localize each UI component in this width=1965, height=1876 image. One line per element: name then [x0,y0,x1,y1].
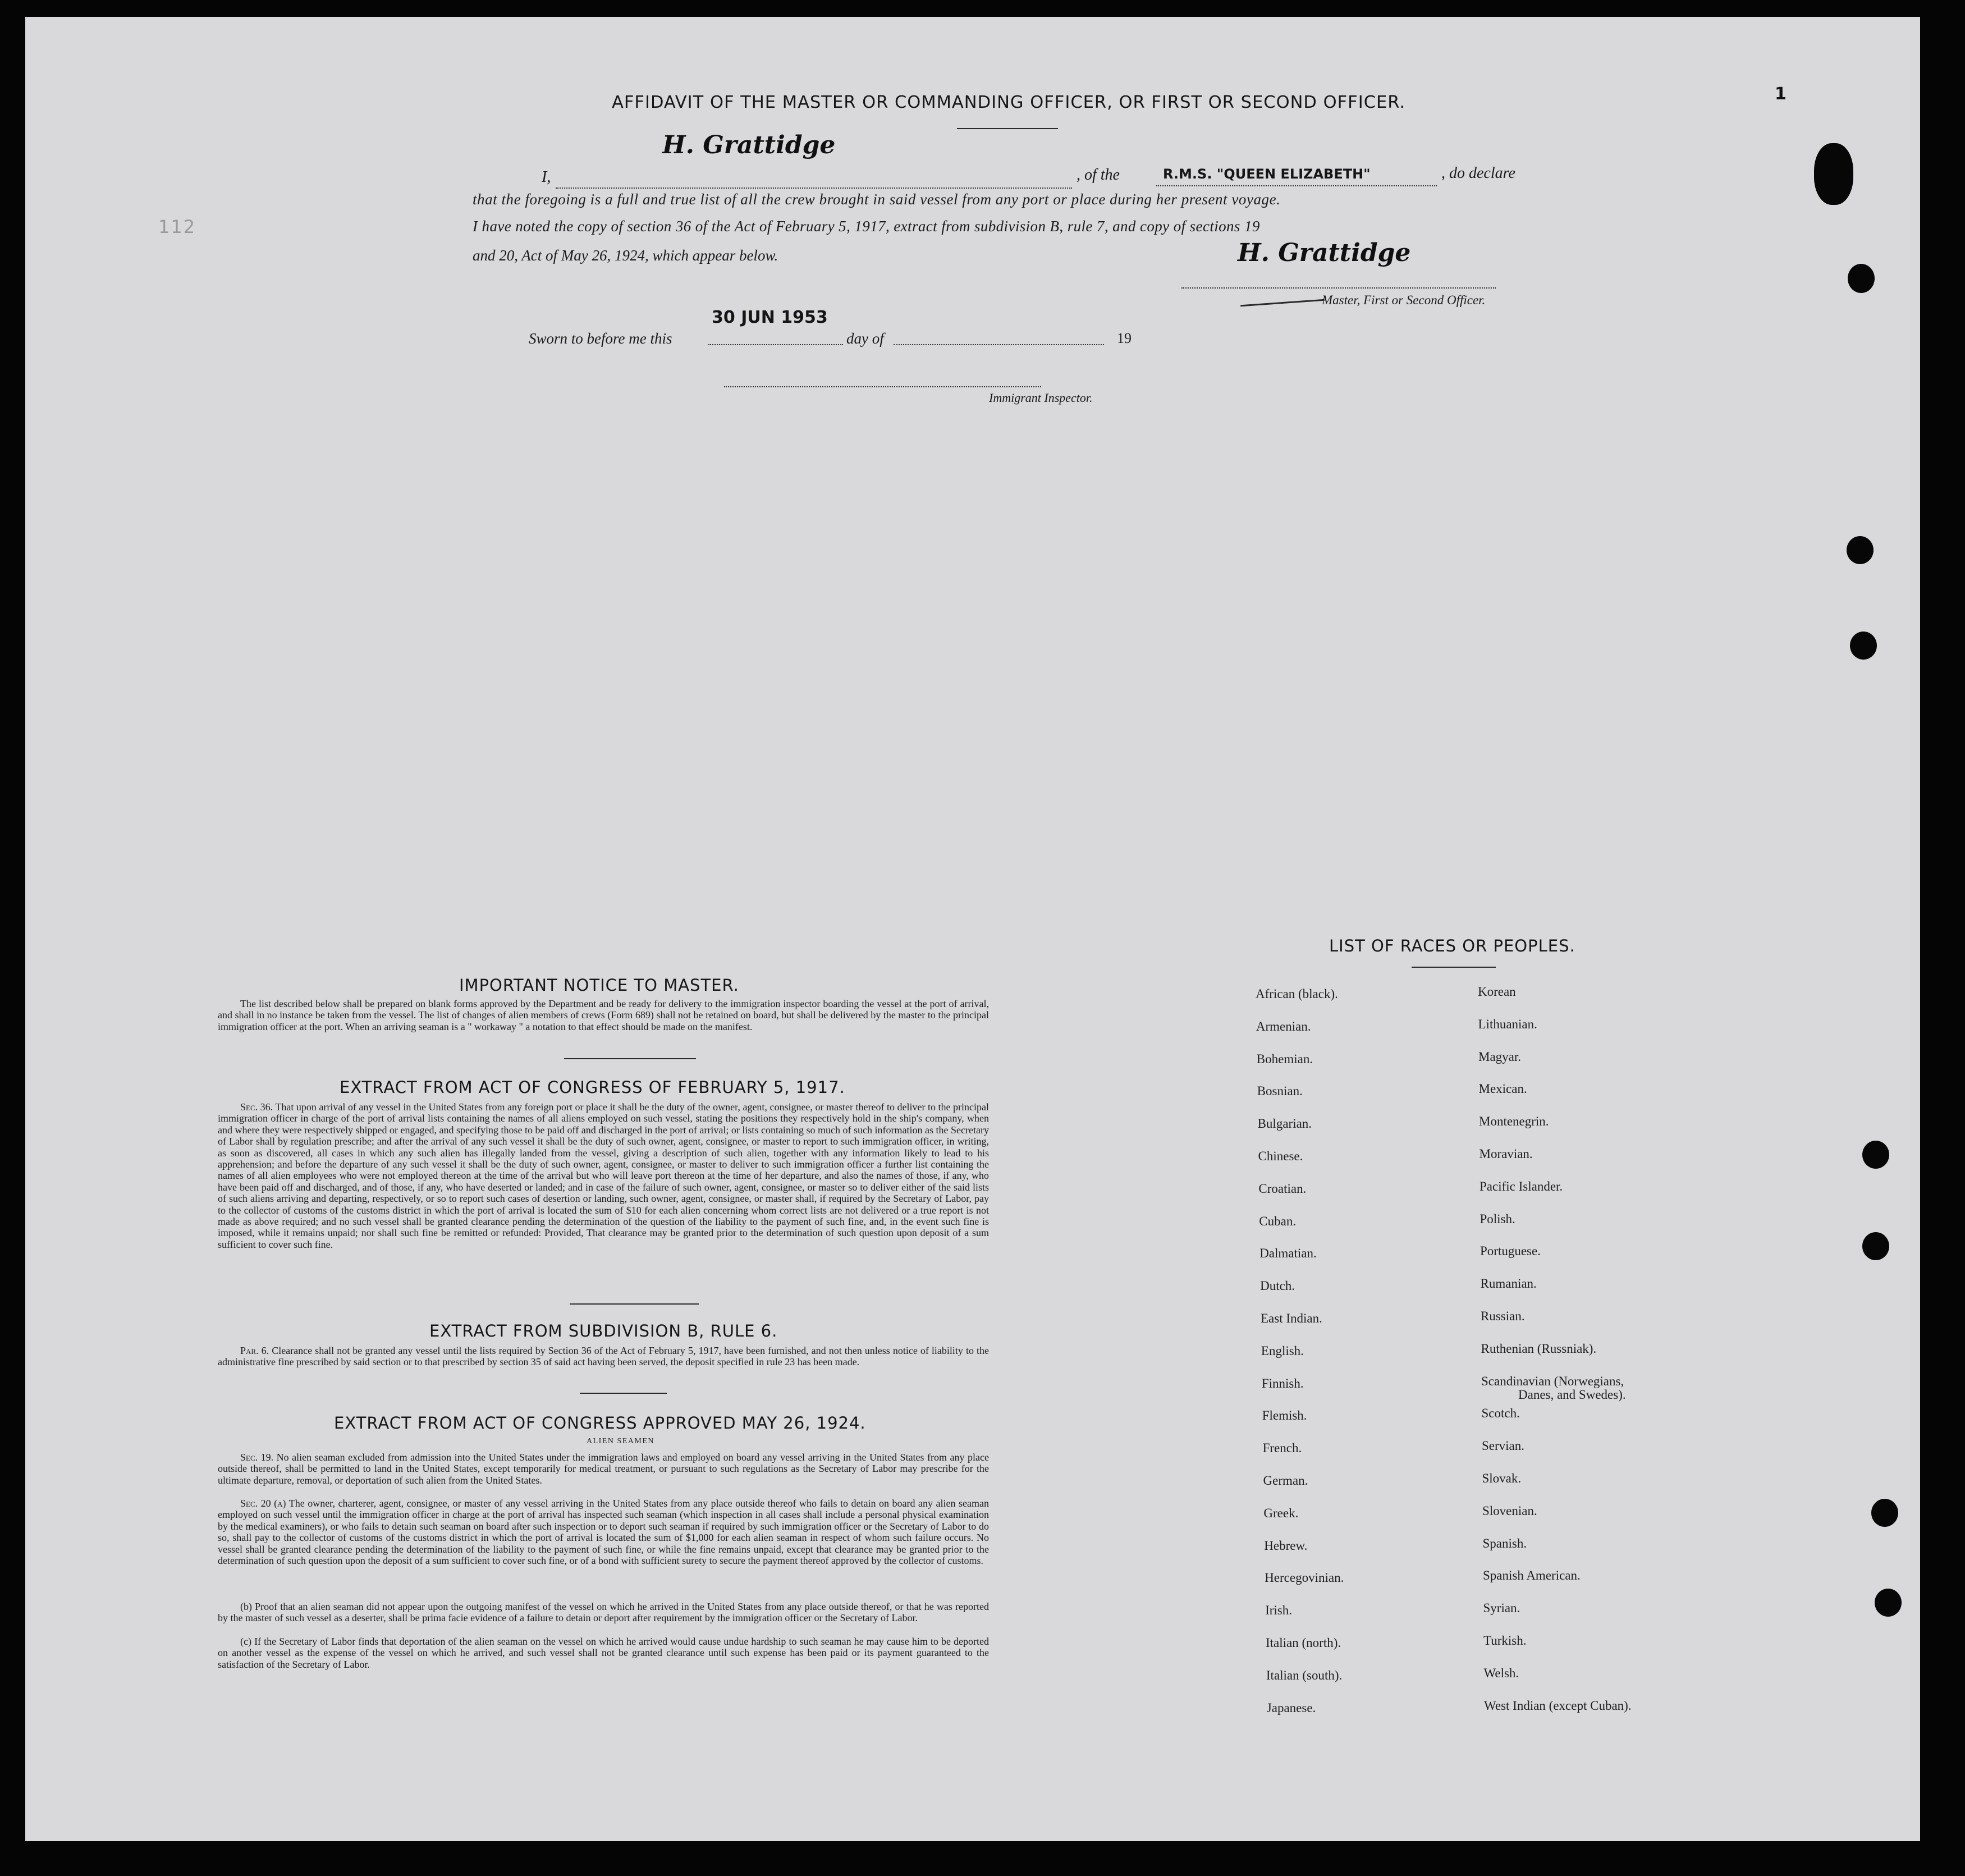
race-item: Hercegovinian. [1265,1571,1344,1585]
race-item: Finnish. [1261,1376,1304,1390]
race-item: Portuguese. [1480,1244,1541,1259]
affidavit-title: AFFIDAVIT OF THE MASTER OR COMMANDING OFFICER, OR FIRST OR SECOND OFFICER. [612,93,1406,112]
punch-hole [1847,536,1874,564]
sec-19-text: No alien seaman excluded from admission into the United States under the immigration laws and employed on board any vessel arriving in the United States from any place outside thereof, shall be permitted to land in the United States, except temporarily for medical treatment, or pursuant to such regulations as the Secretary of Labor may prescribe for the ultimate departure, removal, or deportation of such alien from the United States. [218,1452,990,1486]
margin-mark: 112 [158,216,196,237]
race-item: Flemish. [1262,1408,1307,1423]
page-number: 1 [1775,84,1787,104]
para-b-text: Proof that an alien seaman did not appear upon the outgoing manifest of the vessel on which he arrived in the United States from any place outside thereof, or that he was reported by the master of such vessel as a deserter, shall be prima facie evidence of a failure to detain or deport after requirement by the immigration officer or the Secretary of Labor. [218,1601,989,1624]
notice-text-content: The list described below shall be prepared on blank forms approved by the Department and be ready for delivery to the immigration inspector boarding the vessel at the port of arrival, and shall in no instance be taken from the vessel. The list of changes of alien members of crews (Form 689) shall not be retained on board, but shall be delivered by the master to the principal immigration officer at the port. When an arriving seaman is a " workaway " a notation to that effect should be made on the manifest. [218,998,989,1032]
extract-1924-text [218,1452,989,1486]
race-item: English. [1261,1343,1304,1358]
sec-20a-label: Sec. 20 (a) [240,1498,286,1509]
punch-hole [1862,1141,1889,1169]
race-item: Armenian. [1256,1019,1311,1033]
extract-1924-title: EXTRACT FROM ACT OF CONGRESS APPROVED MAY 26, 1924. [334,1413,866,1433]
of-the-label: , of the [1077,166,1120,184]
race-item: Chinese. [1258,1149,1303,1163]
signature-line [1181,287,1496,289]
race-item: Lithuanian. [1478,1017,1537,1031]
inspector-caption: Immigrant Inspector. [989,391,1093,405]
para-c-text: If the Secretary of Labor finds that deportation of the alien seaman on the vessel on which he arrived would cause undue hardship to such seaman he may cause him to be deported on another vessel as the expense of the vessel on which he arrived, and such vessel shall not be granted clearance until such expense has been paid or its payment guaranteed to the satisfaction of the Secretary of Labor. [218,1636,990,1670]
affidavit-line-2: that the foregoing is a full and true list of all the crew brought in said vessel from any port or place during her present voyage. [473,191,1281,208]
extract-1917-text [218,1101,989,1250]
race-item: German. [1263,1474,1308,1488]
races-title: LIST OF RACES OR PEOPLES. [1329,936,1575,955]
extract-1924-c [218,1636,989,1670]
race-item: French. [1262,1441,1302,1456]
extract-rule6-text [218,1345,989,1368]
notice-title: IMPORTANT NOTICE TO MASTER. [459,976,739,995]
race-item: Rumanian. [1480,1276,1537,1291]
race-item: Slovenian. [1482,1503,1537,1518]
race-item: Dalmatian. [1259,1246,1317,1261]
race-item: Irish. [1265,1603,1293,1618]
race-item: Scandinavian (Norwegians, [1481,1374,1624,1388]
officer-name-handwritten: H. Grattidge [662,131,836,159]
signature-caption: Master, First or Second Officer. [1322,293,1486,307]
race-item: Japanese. [1266,1700,1316,1715]
extract-1924-b [218,1601,989,1624]
inspector-line [724,386,1041,387]
race-item: Russian. [1481,1309,1525,1323]
name-line [556,187,1072,189]
race-item: Pacific Islander. [1480,1179,1563,1193]
race-item: Spanish American. [1483,1568,1581,1583]
race-item: Greek. [1263,1506,1299,1520]
affidavit-line-4: and 20, Act of May 26, 1924, which appear below. [473,247,778,264]
para-c-label: (c) [240,1636,251,1647]
year-prefix: 19 [1117,330,1132,346]
race-item: Welsh. [1483,1665,1519,1680]
section-divider [570,1303,699,1305]
title-underline [957,128,1058,129]
par-6-text: Clearance shall not be granted any vessel until the lists required by Section 36 of the Act of February 5, 1917, have been furnished, and not then unless notice of liability to the administrative fine prescribed by said section or to that prescribed by section 35 of said act having been served, the deposit specified in rule 23 has been made. [218,1345,990,1368]
race-item: Bohemian. [1256,1051,1313,1066]
sworn-month-line [894,344,1104,345]
day-of-label: day of [846,330,884,347]
race-item: Spanish. [1482,1536,1527,1550]
punch-hole [1875,1589,1902,1617]
races-title-underline [1412,967,1496,968]
race-item: Servian. [1482,1439,1525,1453]
race-item: Syrian. [1483,1601,1520,1616]
race-item: Bosnian. [1257,1084,1303,1099]
date-stamp: 30 JUN 1953 [712,308,828,327]
sec-36-label: Sec. 36. [240,1101,273,1113]
master-signature: H. Grattidge [1238,239,1411,267]
race-item: East Indian. [1261,1311,1322,1325]
race-item: Bulgarian. [1257,1117,1312,1131]
extract-rule6-title: EXTRACT FROM SUBDIVISION B, RULE 6. [429,1321,778,1340]
sec-20a-text: The owner, charterer, agent, consignee, or master of any vessel arriving in the United States from any place outside thereof who fails to detain on board any alien seaman employed on such vessel until the immigration officer in charge at the port of arrival has inspected such seaman (which inspection in all cases shall include a personal physical examination by the medical examiners), or who fails to detain such seaman on board after such inspection or to deport such seaman if required by such immigration officer or the Secretary of Labor to do so, shall pay to the collector of customs of the customs district in which the port of arrival is located the sum of $1,000 for each alien seaman in respect of whom such failure occurs. No vessel shall be granted clearance pending the determination of the liability to the payment of such fine, or while the fine remains unpaid, except that clearance may be granted prior to the determination of such question upon the deposit of a sum sufficient to cover such fine, or of a bond with sufficient surety to secure the payment thereof approved by the collector of customs. [218,1498,989,1567]
section-divider [564,1058,696,1059]
race-item: Italian (north). [1266,1636,1341,1650]
vessel-name: R.M.S. "QUEEN ELIZABETH" [1163,166,1371,182]
sec-36-text: That upon arrival of any vessel in the United States from any foreign port or place it shall be the duty of the owner, agent, consignee, or master thereof to deliver to the principal immigration officer in charge of the port of arrival lists containing the names of all aliens employed on such vessel, stating the positions they respectively hold in the ship's company, when and where they were respectively shipped or engaged, and specifying those to be paid off and discharged in the port of arrival; or lists containing so much of such information as the Secretary of Labor shall by regulation prescribe; and after the arrival of any such vessel it shall be the duty of such owner, agent, consignee, or master to report to such immigration officer, in writing, as soon as discovered, all cases in which any such alien has illegally landed from the vessel, giving a description of such alien, together with any information likely to lead to his apprehension; and before the departure of any such vessel it shall be the duty of such owner, agent, consignee, or master to deliver to such immigration officer a further list containing the names of all alien employees who were not employed thereon at the time of the arrival but who will leave port thereon at the time of her departure, and also the names of those, if any, who have been paid off and discharged, and of those, if any, who have deserted or landed; and in case of the failure of such owner, agent, consignee, or master so to deliver either of the said lists of such aliens arriving and departing, respectively, or so to report such cases of desertion or landing, such owner, agent, consignee, or master shall, if required by the Secretary of Labor, pay to the collector of customs of the customs district in which the port of arrival is located the sum of $10 for each alien concerning whom correct lists are not delivered or a true report is not made as above required; and no such vessel shall be granted clearance pending the determination of the question of the liability to the payment of such fine, and, in the event such fine is imposed, while it remains unpaid; nor shall such fine be remitted or refunded: Provided, That clearance may be granted prior to the determination of such question upon deposit of a sum sufficient to cover such fine. [218,1101,989,1250]
race-item: West Indian (except Cuban). [1484,1698,1632,1713]
race-item: Dutch. [1260,1279,1295,1293]
sworn-day-line [708,344,843,345]
vessel-line [1156,185,1437,186]
race-item: Moravian. [1479,1147,1533,1161]
race-item: Italian (south). [1266,1668,1343,1682]
sworn-label: Sworn to before me this [529,330,672,347]
i-label: I, [542,168,551,186]
section-divider [580,1393,667,1394]
par-6-label: Par. 6. [240,1345,269,1356]
race-item: Scotch. [1481,1406,1520,1421]
sec-19-label: Sec. 19. [240,1452,274,1463]
punch-hole [1871,1499,1898,1527]
form-page [25,17,1920,1841]
race-item: Cuban. [1259,1214,1297,1228]
race-item: Polish. [1480,1211,1515,1226]
race-item: Magyar. [1478,1049,1522,1064]
race-item: Korean [1478,985,1516,999]
notice-text [218,998,989,1032]
extract-1924-sec20a [218,1498,989,1566]
do-declare-label: , do declare [1441,164,1515,182]
punch-hole [1848,264,1875,293]
race-item: Hebrew. [1264,1538,1308,1553]
race-item: African (black). [1256,987,1338,1001]
race-item: Croatian. [1258,1181,1307,1196]
extract-1917-title: EXTRACT FROM ACT OF CONGRESS OF FEBRUARY 5, 1917. [340,1078,845,1097]
para-b-label: (b) [240,1601,252,1612]
race-item: Slovak. [1482,1471,1522,1485]
race-item: Mexican. [1478,1082,1527,1096]
race-item-continuation: Danes, and Swedes). [1518,1387,1626,1402]
affidavit-line-3: I have noted the copy of section 36 of the Act of February 5, 1917, extract from subdivision B, rule 7, and copy of sections 19 [473,218,1260,235]
race-item: Montenegrin. [1479,1114,1549,1129]
race-item: Turkish. [1483,1634,1527,1648]
punch-hole [1814,143,1853,205]
punch-hole [1862,1232,1889,1260]
punch-hole [1850,632,1877,660]
race-item: Ruthenian (Russniak). [1481,1341,1597,1356]
alien-seamen-subtitle: ALIEN SEAMEN [587,1437,655,1445]
